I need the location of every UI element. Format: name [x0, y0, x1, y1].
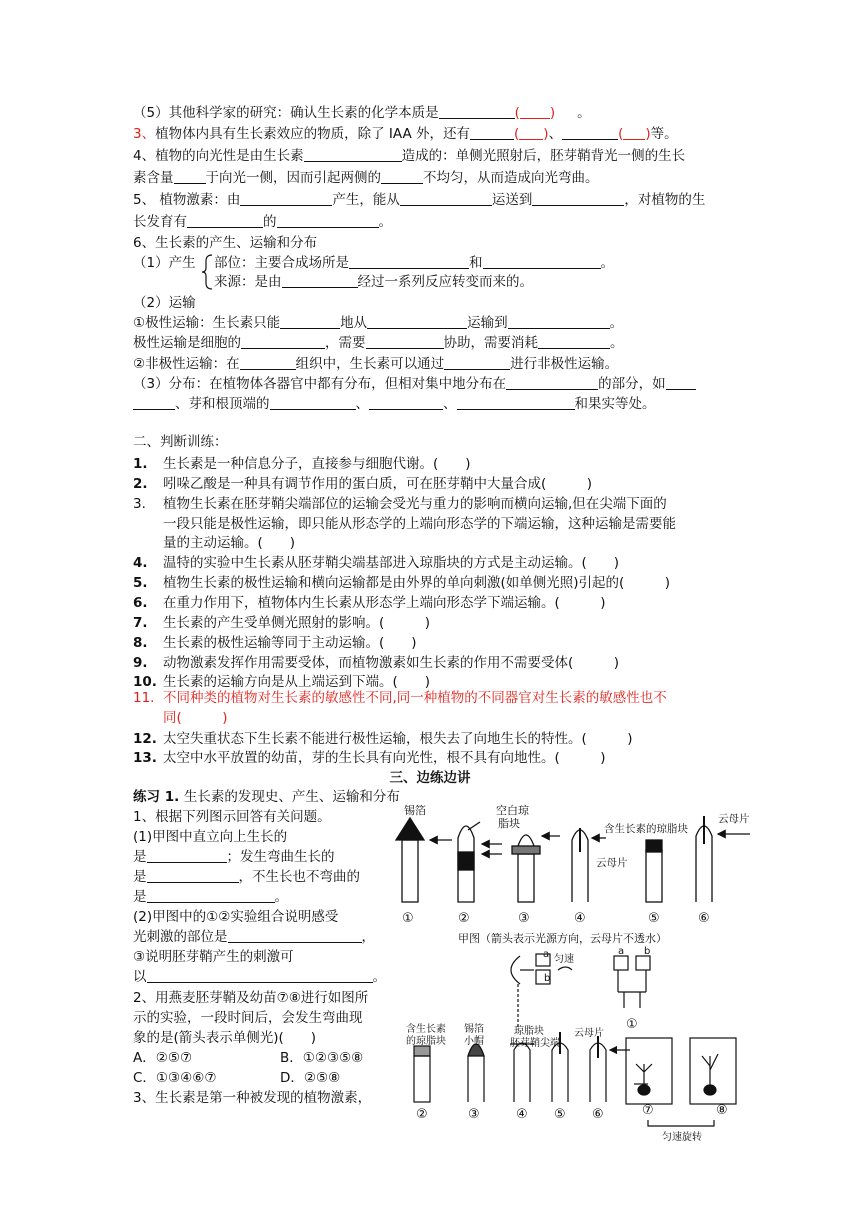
judge-item [133, 474, 592, 494]
judge-item [133, 494, 667, 514]
answer-blank[interactable] [470, 125, 514, 140]
judge-item-number: 7. [133, 615, 148, 631]
q1-sub3: ③说明胚芽鞘产生的刺激可 [133, 949, 294, 965]
fig-num-3: ③ [518, 911, 530, 926]
q2-line1: 2、用燕麦胚芽鞘及幼苗⑦⑧进行如图所 [133, 990, 369, 1006]
brace-icon [200, 253, 214, 291]
judge-item-number: 5. [133, 575, 148, 591]
q3-text: 3、生长素是第一种被发现的植物激素， [133, 1090, 372, 1106]
seedling-5 [646, 840, 662, 902]
judge-item-text: 生长素是一种信息分子，直接参与细胞代谢。( ) [163, 456, 471, 472]
q1-sub1-line2: 是 ；发生弯曲生长的 [133, 849, 335, 865]
label-auxin-2: 的琼脂块 [406, 1036, 446, 1047]
answer-blank[interactable] [520, 104, 550, 119]
exercise-1-heading: 练习 1. 生长素的发现史、产生、运输和分布 [133, 789, 400, 805]
answer-blank[interactable] [519, 125, 543, 140]
answer-blank[interactable] [133, 395, 175, 410]
option-d[interactable]: D．②⑤⑧ [280, 1070, 341, 1086]
q1-sub1: (1)甲图中直立向上生长的 [133, 829, 288, 845]
label-a: a [543, 949, 550, 960]
label-agar-block: 琼脂块 [514, 1026, 544, 1037]
judge-item [163, 514, 676, 534]
label-b: b [544, 973, 551, 984]
judge-item-text: 生长素的极性运输等同于主动运输。( ) [163, 635, 417, 651]
label-agar: 空白琼 [496, 804, 529, 817]
seedling-3 [512, 835, 560, 902]
judge-item-text: 植物生长素在胚芽鞘尖端部位的运输会受光与重力的影响而横向运输,但在尖端下面的 [163, 496, 667, 512]
judge-item-text: 植物生长素的极性运输和横向运输都是由外界的单向刺激(如单侧光照)引起的( ) [163, 575, 671, 591]
answer-blank[interactable] [147, 888, 275, 903]
q6-2b-line: 极性运输是细胞的 ，需要 协助，需要消耗 。 [133, 335, 624, 351]
answer-blank[interactable] [280, 314, 340, 329]
fig-num-6: ⑥ [698, 911, 710, 926]
label-b-2: b [644, 946, 651, 957]
judge-item-number: 4. [133, 555, 148, 571]
q6-2a-line: ①极性运输：生长素只能 地从 运输到 。 [133, 315, 624, 331]
q3-line: 3、植物体内具有生长素效应的物质，除了 IAA 外，还有 ( )、 ( )等。 [133, 126, 678, 142]
fig2-num-7: ⑦ [642, 1103, 654, 1118]
label-foil: 锡箔 [404, 804, 426, 817]
answer-blank[interactable] [147, 868, 239, 883]
answer-blank[interactable] [277, 213, 379, 228]
judge-item-11-cont: 同( ) [163, 710, 228, 726]
label-mica-2: 云母片 [718, 813, 750, 825]
label-uniform: 匀速 [554, 954, 574, 965]
label-mica: 云母片 [596, 857, 628, 869]
q6-title: 6、生长素的产生、运输和分布 [133, 235, 318, 251]
option-c[interactable]: C．①③④⑥⑦ [133, 1070, 217, 1086]
answer-blank[interactable] [174, 169, 206, 184]
answer-blank[interactable] [147, 848, 227, 863]
fig2-num-2: ② [416, 1107, 428, 1122]
option-b[interactable]: B．①②③⑤⑧ [280, 1050, 364, 1066]
judge-item-number: 2. [133, 476, 148, 492]
judge-item [133, 454, 471, 474]
q1-sub1-line4: 是 。 [133, 889, 288, 905]
label-cap-1: 锡箔 [464, 1024, 484, 1035]
answer-blank[interactable] [439, 104, 515, 119]
fig-num-5: ⑤ [648, 911, 660, 926]
label-rotate: 匀速旋转 [662, 1132, 702, 1143]
answer-blank[interactable] [240, 355, 296, 370]
judge-item [133, 633, 417, 653]
judge-item-number: 10. [133, 674, 157, 690]
q1-sub3-line2: 以 。 [133, 969, 386, 985]
judge-item [133, 553, 619, 573]
answer-blank[interactable] [282, 273, 358, 288]
judge-item-text: 量的主动运输。( ) [163, 535, 296, 551]
judge-item-text: 吲哚乙酸是一种具有调节作用的蛋白质，可在胚芽鞘中大量合成( ) [163, 476, 593, 492]
q6-3-line2: 、芽和根顶端的 、 、 和果实等处。 [133, 394, 656, 414]
seedling-1 [396, 818, 452, 902]
judge-item [133, 593, 606, 613]
section2-title: 二、判断训练： [133, 434, 228, 450]
seedling-2 [458, 822, 502, 902]
answer-blank[interactable] [457, 395, 575, 410]
judge-item [133, 573, 670, 593]
q4-line2: 素含量 于向光一侧，因而引起两侧的 不均匀，从而造成向光弯曲。 [133, 170, 599, 186]
fig-num-4: ④ [574, 911, 586, 926]
fig2-num-3: ③ [468, 1107, 480, 1122]
fig-num-1: ① [402, 911, 414, 926]
label-a-2: a [618, 946, 625, 957]
q4-line1: 4、植物的向光性是由生长素 造成的：单侧光照射后，胚芽鞘背光一侧的生长 [133, 148, 686, 164]
q6-2-label: （2）运输 [133, 295, 196, 311]
q2-line3: 象的是(箭头表示单侧光)( ) [133, 1030, 317, 1046]
label-auxin-1: 含生长素 [406, 1024, 446, 1035]
answer-blank[interactable] [304, 147, 402, 162]
fig2-num-5: ⑤ [554, 1107, 566, 1122]
seedling-6 [696, 816, 750, 902]
answer-blank[interactable] [666, 375, 696, 390]
answer-blank[interactable] [270, 395, 356, 410]
label-tip: 胚芽鞘尖端 [510, 1038, 560, 1049]
answer-blank[interactable] [483, 254, 601, 269]
q1-sub1-line3: 是 ，不生长也不弯曲的 [133, 869, 360, 885]
figure-caption: 甲图（箭头表示光源方向，云母片不透水） [458, 932, 667, 945]
fig-num-2: ② [458, 911, 470, 926]
q6-3-line1: （3）分布：在植物体各器官中都有分布，但相对集中地分布在 的部分，如 [133, 374, 696, 394]
judge-item-11: 11. 不同种类的植物对生长素的敏感性不同,同一种植物的不同器官对生长素的敏感性也不 [133, 690, 667, 706]
answer-blank[interactable] [538, 334, 610, 349]
judge-item-number: 9. [133, 655, 148, 671]
judge-item [133, 653, 619, 673]
judge-item-number: 6. [133, 595, 148, 611]
q6-1b-line: 来源：是由 经过一系列反应转变而来的。 [214, 274, 533, 290]
fig2-num-1: ① [626, 1017, 638, 1032]
judge-item-number: 3. [133, 496, 146, 512]
answer-blank[interactable] [506, 375, 598, 390]
fig2-num-4: ④ [516, 1107, 528, 1122]
answer-blank[interactable] [228, 928, 362, 943]
label-mica-b: 云母片 [574, 1028, 604, 1039]
label-cap-2: 小帽 [464, 1036, 484, 1047]
q6-2c-line: ②非极性运输：在 组织中，生长素可以通过 进行非极性运输。 [133, 356, 619, 372]
q6-1a-line: 部位：主要合成场所是 和 。 [214, 255, 614, 271]
label-agar-2: 脂块 [498, 817, 520, 830]
fig2-num-8: ⑧ [716, 1103, 728, 1118]
judge-item-text: 一段只能是极性运输，即只能从形态学的上端向形态学的下端运输，这种运输是需要能 [163, 516, 676, 532]
judge-item-text: 在重力作用下，植物体内生长素从形态学上端向形态学下端运输。( ) [163, 595, 606, 611]
answer-blank[interactable] [349, 254, 469, 269]
judge-item [133, 613, 430, 633]
answer-blank[interactable] [187, 213, 263, 228]
answer-blank[interactable] [562, 125, 618, 140]
judge-item-text: 动物激素发挥作用需要受体，而植物激素如生长素的作用不需要受体( ) [163, 655, 620, 671]
answer-blank[interactable] [444, 355, 510, 370]
judge-item-12: 12. 太空失重状态下生长素不能进行极性运输，根失去了向地生长的特性。( ) [133, 731, 633, 747]
figure-jia [392, 800, 760, 950]
label-auxin-agar: 含生长素的琼脂块 [604, 823, 688, 835]
fig2-num-6: ⑥ [592, 1107, 604, 1122]
section3-title: 三、边练边讲 [389, 770, 471, 786]
answer-blank[interactable] [623, 125, 645, 140]
judge-item-number: 8. [133, 635, 148, 651]
q1-sub2-line2: 光刺激的部位是 ， [133, 929, 375, 945]
judge-item-13: 13. 太空中水平放置的幼苗，芽的生长具有向光性，根不具有向地性。( ) [133, 750, 606, 766]
figure-2 [404, 946, 756, 1150]
judge-item-number: 1. [133, 456, 148, 472]
answer-blank[interactable] [241, 334, 325, 349]
q6-1-label: （1）产生 [133, 255, 196, 271]
judge-item-text: 生长素的产生受单侧光照射的影响。( ) [163, 615, 431, 631]
q5p-line2: 长发育有 的 。 [133, 214, 392, 230]
q1-text: 1、根据下列图示回答有关问题。 [133, 809, 331, 825]
judge-item-text: 温特的实验中生长素从胚芽鞘尖端基部进入琼脂块的方式是主动运输。( ) [163, 555, 620, 571]
answer-blank[interactable] [508, 314, 610, 329]
q1-sub2: (2)甲图中的①②实验组合说明感受 [133, 909, 339, 925]
q2-line2: 示的实验，一段时间后，会发生弯曲现 [133, 1010, 363, 1026]
judge-item [163, 533, 295, 553]
q5-line: （5）其他科学家的研究：确认生长素的化学本质是 ( ) 。 [133, 105, 591, 121]
answer-blank[interactable] [240, 191, 332, 206]
answer-blank[interactable] [400, 191, 492, 206]
answer-blank[interactable] [369, 395, 443, 410]
answer-blank[interactable] [381, 169, 423, 184]
answer-blank[interactable] [532, 191, 624, 206]
option-a[interactable]: A．②⑤⑦ [133, 1050, 193, 1066]
judge-item-text: 生长素的运输方向是从上端运到下端。( ) [163, 674, 431, 690]
answer-blank[interactable] [367, 314, 467, 329]
answer-blank[interactable] [147, 968, 373, 983]
q5p-line1: 5、 植物激素：由 产生，能从 运送到 ，对植物的生 [133, 192, 706, 208]
answer-blank[interactable] [366, 334, 444, 349]
